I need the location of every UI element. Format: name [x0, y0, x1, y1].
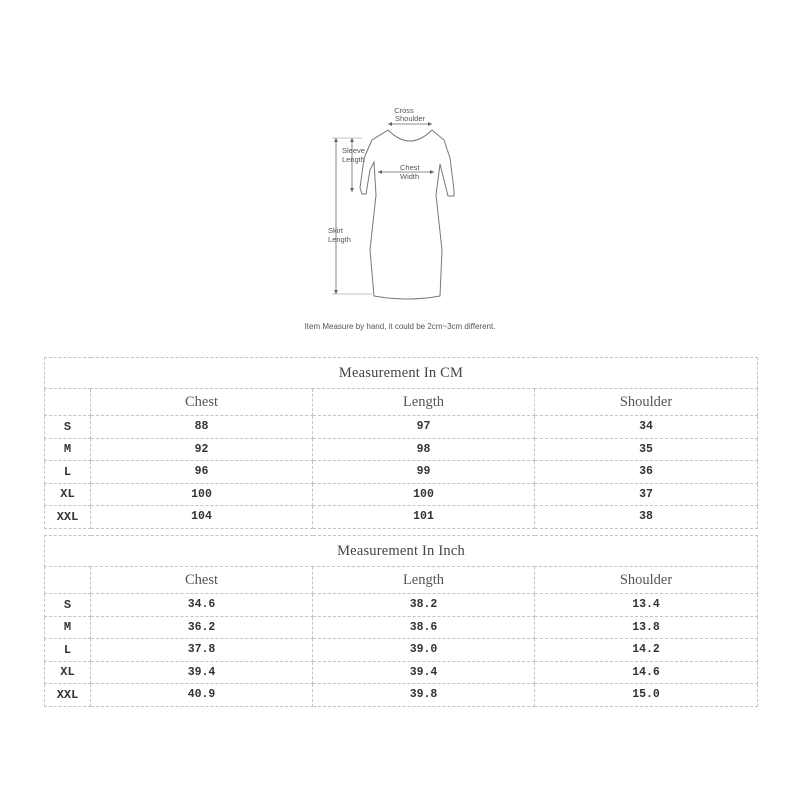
shoulder-cell: 14.6 — [535, 661, 758, 684]
column-header-length: Length — [313, 389, 535, 416]
table-title-row — [45, 358, 758, 389]
size-cell: M — [45, 438, 91, 461]
shoulder-cell: 37 — [535, 483, 758, 506]
column-header-chest: Chest — [91, 567, 313, 594]
length-cell: 99 — [313, 461, 535, 484]
table-title: Measurement In CM — [45, 358, 758, 389]
shoulder-cell: 36 — [535, 461, 758, 484]
length-cell: 38.6 — [313, 616, 535, 639]
shoulder-cell: 13.4 — [535, 594, 758, 617]
size-cell: L — [45, 639, 91, 662]
shoulder-cell: 34 — [535, 416, 758, 439]
dress-measurement-diagram — [318, 100, 488, 310]
column-header-shoulder: Shoulder — [535, 389, 758, 416]
table-row — [45, 461, 758, 484]
chest-cell: 40.9 — [91, 684, 313, 707]
table-row — [45, 684, 758, 707]
size-cell: M — [45, 616, 91, 639]
table-header-row — [45, 567, 758, 594]
length-cell: 39.4 — [313, 661, 535, 684]
chest-cell: 34.6 — [91, 594, 313, 617]
shoulder-cell: 38 — [535, 506, 758, 529]
skirt-length-label-line1: Skirt — [328, 226, 343, 235]
chest-cell: 88 — [91, 416, 313, 439]
size-cell: XL — [45, 483, 91, 506]
shoulder-cell: 15.0 — [535, 684, 758, 707]
size-cell: L — [45, 461, 91, 484]
length-cell: 100 — [313, 483, 535, 506]
chest-cell: 36.2 — [91, 616, 313, 639]
chest-cell: 92 — [91, 438, 313, 461]
skirt-length-label-line2: Length — [328, 235, 351, 244]
sleeve-length-label-line1: Sleeve — [342, 146, 365, 155]
table-title-row — [45, 536, 758, 567]
table-header-row — [45, 389, 758, 416]
shoulder-cell: 35 — [535, 438, 758, 461]
chest-cell: 37.8 — [91, 639, 313, 662]
column-header-shoulder: Shoulder — [535, 567, 758, 594]
table-row — [45, 639, 758, 662]
table-row — [45, 616, 758, 639]
table-row — [45, 483, 758, 506]
size-cell: XL — [45, 661, 91, 684]
table-row — [45, 506, 758, 529]
column-header-chest: Chest — [91, 389, 313, 416]
cross-shoulder-label-line1: Cross — [394, 106, 414, 115]
measurement-note: Item Measure by hand, it could be 2cm~3cm different. — [304, 322, 496, 331]
sleeve-length-label-line2: Length — [342, 155, 365, 164]
column-header-length: Length — [313, 567, 535, 594]
chest-cell: 96 — [91, 461, 313, 484]
size-cell: XXL — [45, 684, 91, 707]
table-row — [45, 438, 758, 461]
length-cell: 39.8 — [313, 684, 535, 707]
measurement-table-cm — [44, 357, 758, 529]
chest-cell: 104 — [91, 506, 313, 529]
size-cell: S — [45, 594, 91, 617]
table-row — [45, 416, 758, 439]
chest-cell: 39.4 — [91, 661, 313, 684]
length-cell: 97 — [313, 416, 535, 439]
column-header-size — [45, 389, 91, 416]
table-title: Measurement In Inch — [45, 536, 758, 567]
shoulder-cell: 14.2 — [535, 639, 758, 662]
size-cell: S — [45, 416, 91, 439]
table-row — [45, 594, 758, 617]
column-header-size — [45, 567, 91, 594]
chest-cell: 100 — [91, 483, 313, 506]
length-cell: 39.0 — [313, 639, 535, 662]
measurement-table-inch — [44, 535, 758, 707]
chest-width-label-line2: Width — [400, 172, 420, 181]
cross-shoulder-label-line2: Shoulder — [394, 114, 426, 123]
length-cell: 38.2 — [313, 594, 535, 617]
chest-width-label-line1: Chest — [400, 163, 420, 172]
size-cell: XXL — [45, 506, 91, 529]
length-cell: 101 — [313, 506, 535, 529]
length-cell: 98 — [313, 438, 535, 461]
dress-outline-illustration — [318, 100, 488, 310]
shoulder-cell: 13.8 — [535, 616, 758, 639]
table-row — [45, 661, 758, 684]
